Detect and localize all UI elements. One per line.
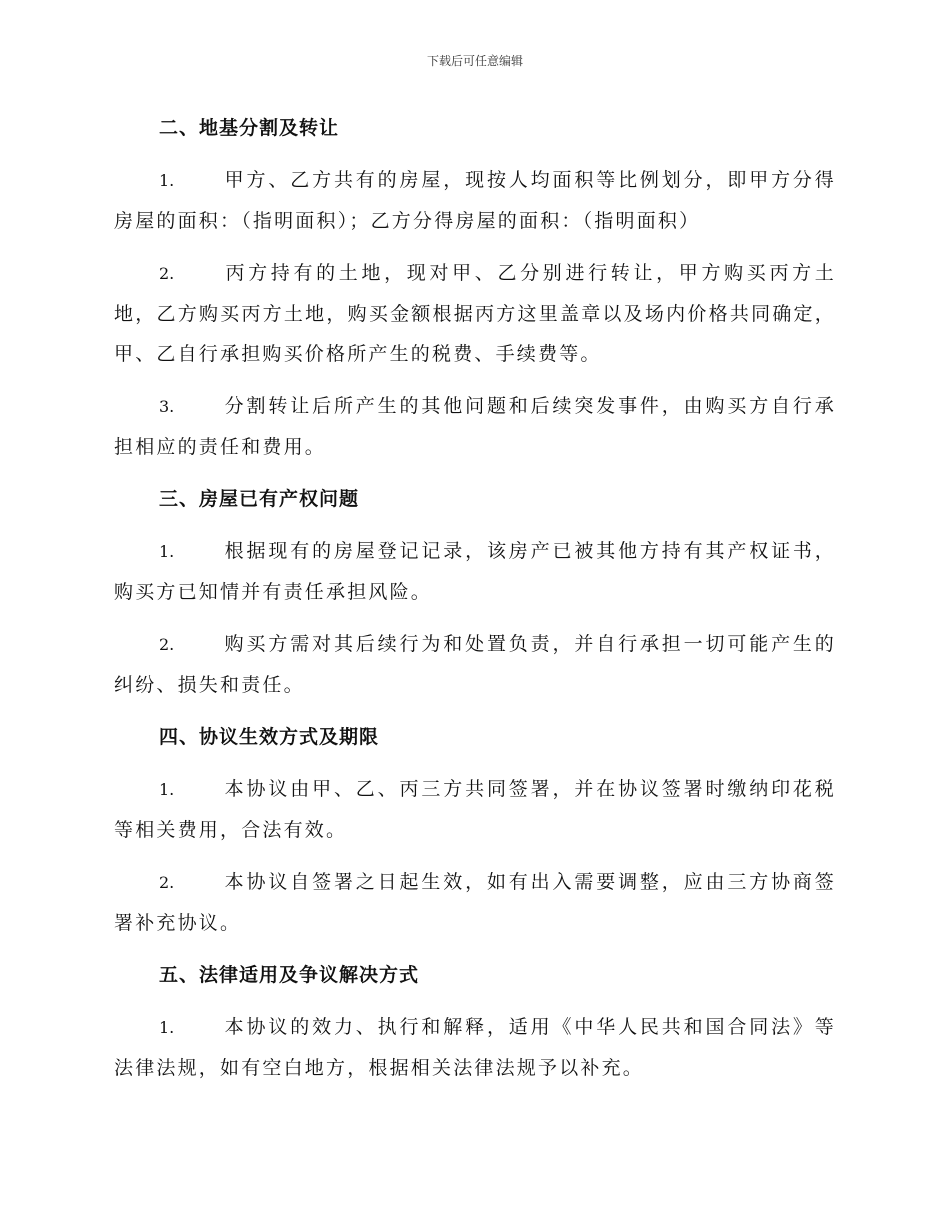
clause-number: 1. [159,542,175,561]
section-title-governing-law: 五、法律适用及争议解决方式 [159,964,420,986]
document-body [114,108,836,1100]
clause [114,769,836,850]
page-header: 下载后可任意编辑 [426,54,523,68]
clause-number: 3. [159,397,175,416]
clause-text: 本协议自签署之日起生效，如有出入需要调整，应由三方协商签署补充协议。 [114,871,836,934]
clause-text: 本协议由甲、乙、丙三方共同签署，并在协议签署时缴纳印花税等相关费用，合法有效。 [114,778,836,841]
clause-number: 1. [159,1018,175,1037]
clause-number: 1. [159,780,175,799]
clause [114,862,836,943]
clause-number: 2. [159,635,175,654]
clause-text: 购买方需对其后续行为和处置负责，并自行承担一切可能产生的纠纷、损失和责任。 [114,633,836,696]
clause [114,531,836,612]
section-title-property-rights: 三、房屋已有产权问题 [159,488,360,510]
clause-text: 丙方持有的土地，现对甲、乙分别进行转让，甲方购买丙方土地，乙方购买丙方土地，购买金额根据丙方这里盖章以及场内价格共同确定，甲、乙自行承担购买价格所产生的税费、手续费等。 [114,262,836,365]
clause [114,386,836,467]
clause-text: 分割转让后所产生的其他问题和后续突发事件，由购买方自行承担相应的责任和费用。 [114,395,836,458]
clause-text: 甲方、乙方共有的房屋，现按人均面积等比例划分，即甲方分得房屋的面积：（指明面积）；乙方分得房屋的面积：（指明面积） [114,169,836,232]
section-title-effectiveness: 四、协议生效方式及期限 [159,726,380,748]
clause-number: 1. [159,171,175,190]
clause [114,253,836,374]
clause-number: 2. [159,264,175,283]
clause [114,624,836,705]
clause-number: 2. [159,873,175,892]
clause-text: 本协议的效力、执行和解释，适用《中华人民共和国合同法》等法律法规，如有空白地方，根据相关法律法规予以补充。 [114,1016,836,1079]
section-title-land-division: 二、地基分割及转让 [159,117,340,139]
clause [114,160,836,241]
clause-text: 根据现有的房屋登记记录，该房产已被其他方持有其产权证书，购买方已知情并有责任承担风险。 [114,540,836,603]
clause [114,1007,836,1088]
